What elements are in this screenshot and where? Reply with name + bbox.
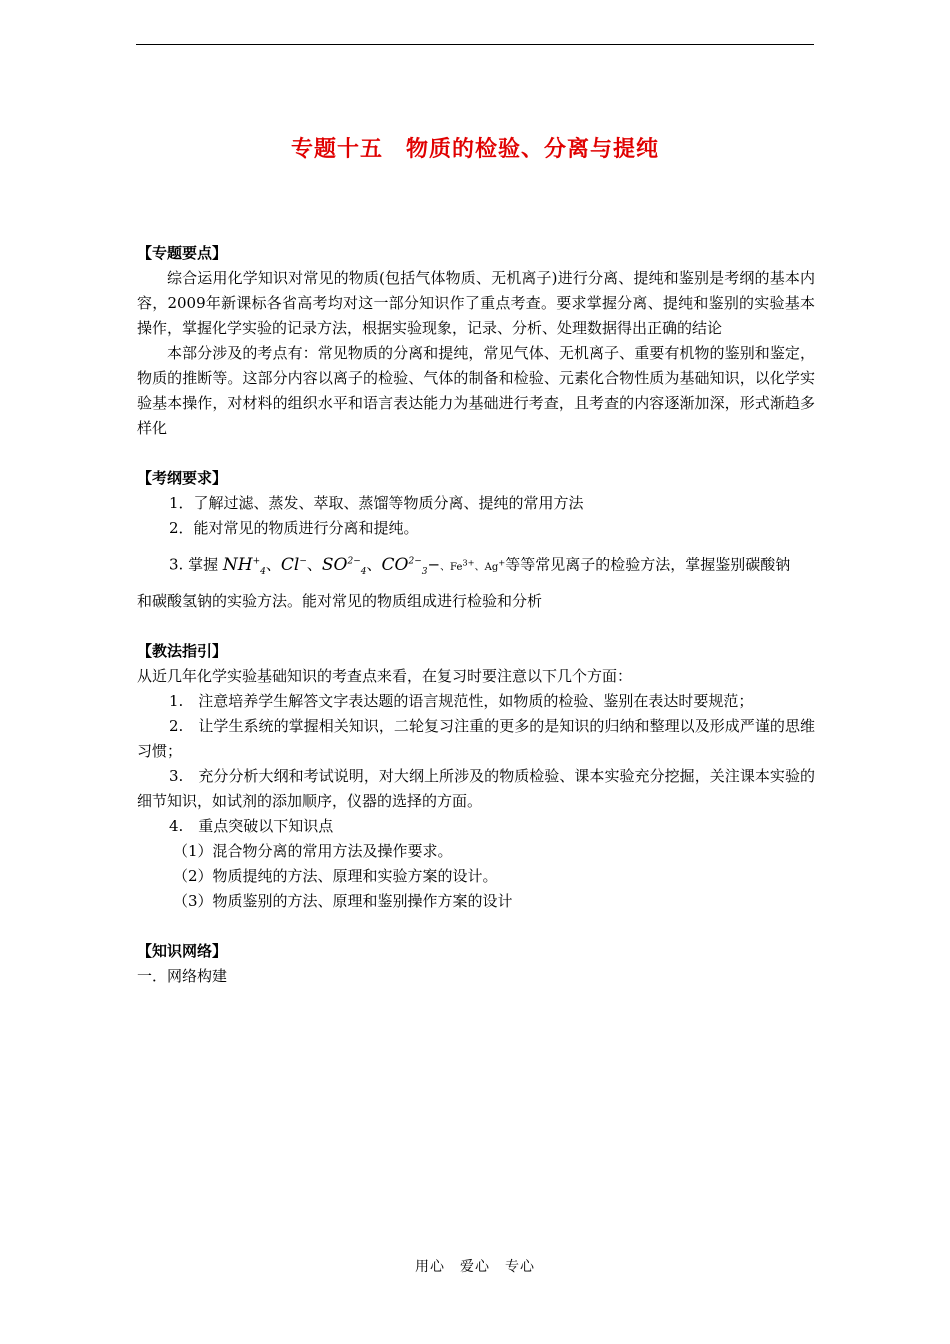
teaching-point-1: 1. 注意培养学生解答文字表达题的语言规范性，如物质的检验、鉴别在表达时要规范； — [169, 692, 754, 711]
ion-ammonium: $NH^+_4$ — [222, 554, 266, 578]
key-points-paragraph-1: 综合运用化学知识对常见的物质(包括气体物质、无机离子)进行分离、提纯和鉴别是考纲的基本内容，2009年新课标各省高考均对这一部分知识作了重点考查。要求掌握分离、提纯和鉴别的实验基本操作，掌握化学实验的记录方法，根据实验现象，记录、分析、处理数据得出正确的结论 — [137, 269, 815, 337]
teaching-point-4: 4. 重点突破以下知识点 — [169, 817, 334, 836]
ion-chloride: Cl− — [280, 554, 307, 575]
ion-carbonate: $CO^{2-}_3$ — [381, 554, 428, 578]
syllabus-item-3: 3. 掌握 $NH^+_4$、Cl−、$SO^{2-}_4$、$CO^{2-}_3-$、$Fe^{3+}$、Ag+等等常见离子的检验方法，掌握鉴别碳酸钠 — [169, 554, 791, 578]
ion-sulfate: $SO^{2-}_4$ — [321, 554, 367, 578]
network-subheading: 一．网络构建 — [137, 967, 228, 986]
page-title: 专题十五 物质的检验、分离与提纯 — [290, 137, 659, 162]
item3-suffix: 等等常见离子的检验方法，掌握鉴别碳酸钠 — [505, 555, 791, 574]
header-rule — [136, 44, 814, 45]
key-points-paragraph-2: 本部分涉及的考点有：常见物质的分离和提纯，常见气体、无机离子、重要有机物的鉴别和鉴定，物质的推断等。这部分内容以离子的检验、气体的制备和检验、元素化合物性质为基础知识，以化学实验基本操作，对材料的组织水平和语言表达能力为基础进行考查，且考查的内容逐渐加深，形式渐趋多样化 — [137, 344, 815, 437]
knowledge-point-2: （2）物质提纯的方法、原理和实验方案的设计。 — [173, 867, 498, 886]
teaching-point-2: 2. 让学生系统的掌握相关知识，二轮复习注重的更多的是知识的归纳和整理以及形成严谨的思维习惯； — [137, 717, 815, 761]
knowledge-point-1: （1）混合物分离的常用方法及操作要求。 — [173, 842, 453, 861]
syllabus-item-2: 2．能对常见的物质进行分离和提纯。 — [169, 519, 419, 537]
ion-iron: 、$Fe^{3+}$ — [440, 557, 475, 573]
item3-prefix: 3. 掌握 — [169, 555, 219, 574]
section-heading-network: 【知识网络】 — [137, 942, 228, 961]
ion-silver: 、Ag+ — [474, 557, 506, 573]
teaching-point-3: 3. 充分分析大纲和考试说明，对大纲上所涉及的物质检验、课本实验充分挖掘，关注课本实验的细节知识，如试剂的添加顺序，仪器的选择的方面。 — [137, 767, 815, 811]
syllabus-item-1: 1．了解过滤、蒸发、萃取、蒸馏等物质分离、提纯的常用方法 — [169, 494, 584, 512]
document-body — [137, 241, 815, 989]
section-heading-key-points: 【专题要点】 — [137, 244, 228, 262]
section-heading-syllabus: 【考纲要求】 — [137, 469, 228, 487]
syllabus-item-3-continued: 和碳酸氢钠的实验方法。能对常见的物质组成进行检验和分析 — [137, 592, 543, 611]
teaching-intro: 从近几年化学实验基础知识的考查点来看，在复习时要注意以下几个方面： — [137, 667, 633, 686]
knowledge-point-3: （3）物质鉴别的方法、原理和鉴别操作方案的设计 — [173, 892, 513, 911]
section-heading-teaching: 【教法指引】 — [137, 642, 228, 661]
page-footer: 用心 爱心 专心 — [415, 1259, 535, 1275]
